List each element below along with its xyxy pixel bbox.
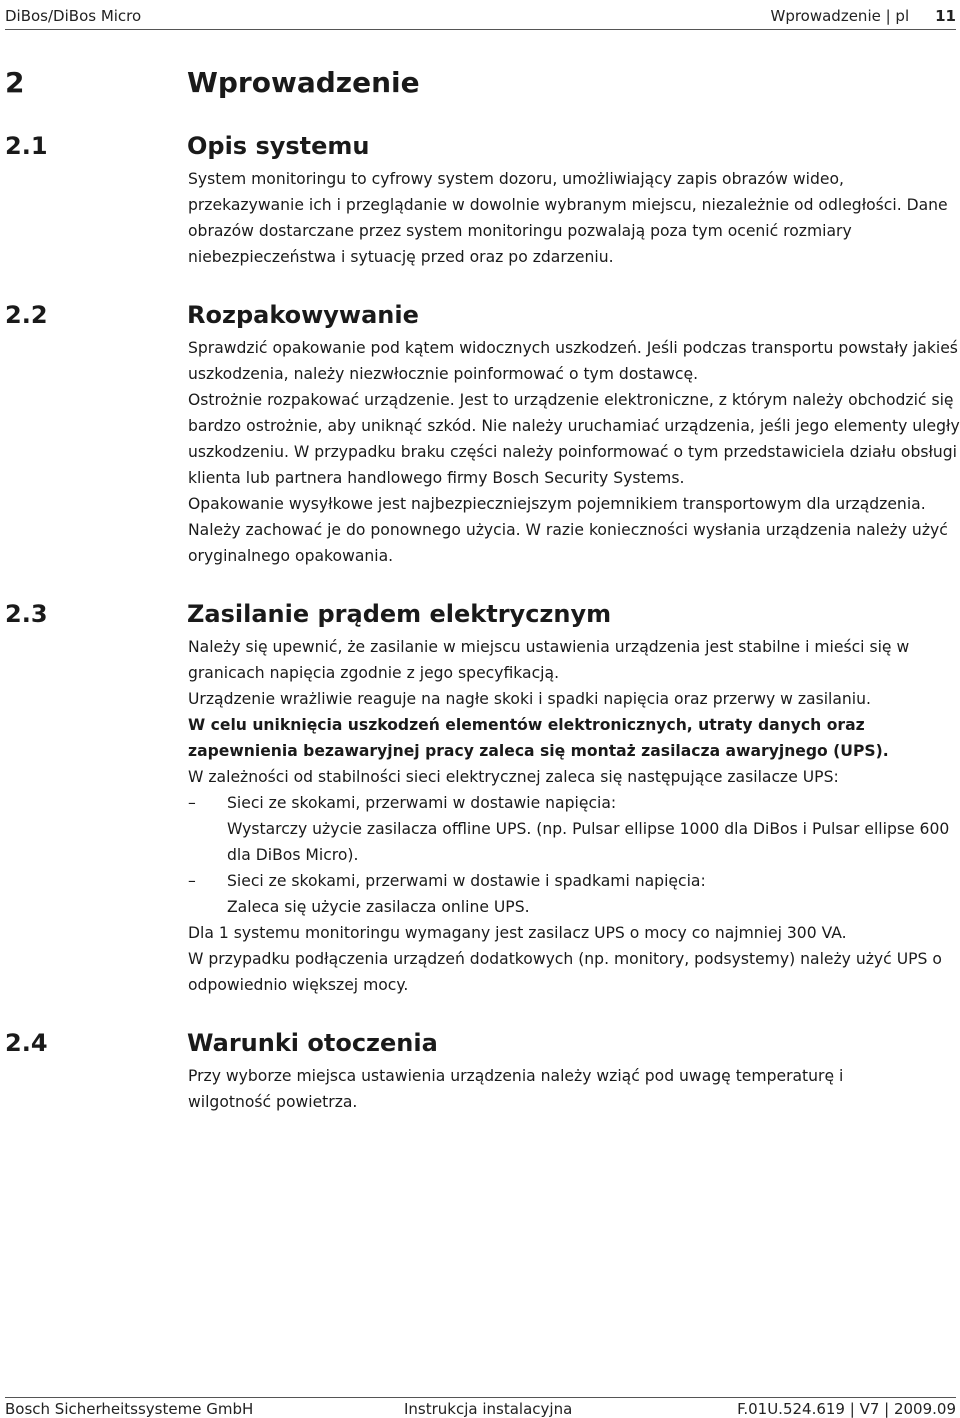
- footer-doc-type: Instrukcja instalacyjna: [404, 1400, 573, 1418]
- list-item-title: Sieci ze skokami, przerwami w dostawie napięcia:: [227, 794, 617, 812]
- section-title: Rozpakowywanie: [187, 301, 419, 329]
- page-number: 11: [935, 7, 956, 25]
- section-body: [188, 166, 948, 270]
- paragraph: Należy się upewnić, że zasilanie w miejscu ustawienia urządzenia jest stabilne i mieści się w granicach napięcia zgodnie z jego specyfikacją.: [188, 638, 910, 682]
- chapter-number: 2: [5, 66, 25, 99]
- header-section-info: [770, 7, 956, 25]
- section-heading: [5, 132, 955, 166]
- paragraph: Opakowanie wysyłkowe jest najbezpieczniejszym pojemnikiem transportowym dla urządzenia. Należy zachować je do ponownego użycia. W razie konieczności wysłania urządzenia należy użyć oryginalnego opakowania.: [188, 495, 948, 565]
- header-product: DiBos/DiBos Micro: [5, 7, 142, 25]
- section-number: 2.2: [5, 301, 48, 329]
- header-section: Wprowadzenie | pl: [770, 7, 910, 25]
- list-item-text: Wystarczy użycie zasilacza offline UPS. (np. Pulsar ellipse 1000 dla DiBos i Pulsar ellipse 600 dla DiBos Micro).: [227, 820, 950, 864]
- section-body: [188, 1063, 878, 1115]
- section-2-4: [5, 1029, 955, 1115]
- bold-text: W celu uniknięcia uszkodzeń elementów elektronicznych, utraty danych oraz zapewnienia bezawaryjnej pracy zaleca się montaż zasilacza awaryjnego (UPS).: [188, 716, 889, 760]
- dash-bullet: –: [188, 794, 196, 812]
- section-2-2: [5, 301, 960, 569]
- section-2-1: [5, 132, 955, 270]
- section-heading: [5, 301, 955, 335]
- dash-bullet: –: [188, 872, 196, 890]
- list-item-text: Zaleca się użycie zasilacza online UPS.: [227, 898, 530, 916]
- paragraph: Ostrożnie rozpakować urządzenie. Jest to urządzenie elektroniczne, z którym należy obchodzić się bardzo ostrożnie, aby uniknąć szkód. Nie należy uruchamiać urządzenia, jeśli jego elementy uległy uszkodzeniu. W przypadku braku części należy poinformować o tym przedstawiciela działu obsługi klienta lub partnera handlowego firmy Bosch Security Systems.: [188, 391, 960, 487]
- section-number: 2.4: [5, 1029, 48, 1057]
- section-heading: [5, 1029, 955, 1063]
- footer-doc-id: F.01U.524.619 | V7 | 2009.09: [737, 1400, 956, 1418]
- chapter-title: Wprowadzenie: [187, 66, 420, 99]
- ups-list: [188, 790, 956, 920]
- paragraph-bold: [188, 712, 956, 764]
- paragraph: System monitoringu to cyfrowy system dozoru, umożliwiający zapis obrazów wideo, przekazywanie ich i przeglądanie w dowolnie wybranym miejscu, niezależnie od odległości. Dane obrazów dostarczane przez system monitoringu pozwalają poza tym ocenić rozmiary niebezpieczeństwa i sytuację przed oraz po zdarzeniu.: [188, 170, 948, 266]
- paragraph: W przypadku podłączenia urządzeń dodatkowych (np. monitory, podsystemy) należy użyć UPS o odpowiednio większej mocy.: [188, 950, 942, 994]
- section-title: Warunki otoczenia: [187, 1029, 438, 1057]
- paragraph: Przy wyborze miejsca ustawienia urządzenia należy wziąć pod uwagę temperaturę i wilgotność powietrza.: [188, 1067, 844, 1111]
- paragraph: W zależności od stabilności sieci elektrycznej zaleca się następujące zasilacze UPS:: [188, 768, 839, 786]
- section-heading: [5, 600, 955, 634]
- section-body: [188, 634, 956, 998]
- page-header: [5, 7, 956, 30]
- section-title: Opis systemu: [187, 132, 370, 160]
- page-footer: [5, 1397, 956, 1418]
- section-number: 2.1: [5, 132, 48, 160]
- list-item-title: Sieci ze skokami, przerwami w dostawie i spadkami napięcia:: [227, 872, 706, 890]
- list-item: [188, 790, 956, 868]
- section-title: Zasilanie prądem elektrycznym: [187, 600, 612, 628]
- paragraph: Sprawdzić opakowanie pod kątem widocznych uszkodzeń. Jeśli podczas transportu powstały jakieś uszkodzenia, należy niezwłocznie poinformować o tym dostawcę.: [188, 339, 958, 383]
- footer-company: Bosch Sicherheitssysteme GmbH: [5, 1400, 254, 1418]
- section-body: [188, 335, 960, 569]
- section-2-3: [5, 600, 955, 998]
- list-item: [188, 868, 956, 920]
- paragraph: Dla 1 systemu monitoringu wymagany jest zasilacz UPS o mocy co najmniej 300 VA.: [188, 924, 847, 942]
- paragraph: Urządzenie wrażliwie reaguje na nagłe skoki i spadki napięcia oraz przerwy w zasilaniu.: [188, 690, 871, 708]
- section-number: 2.3: [5, 600, 48, 628]
